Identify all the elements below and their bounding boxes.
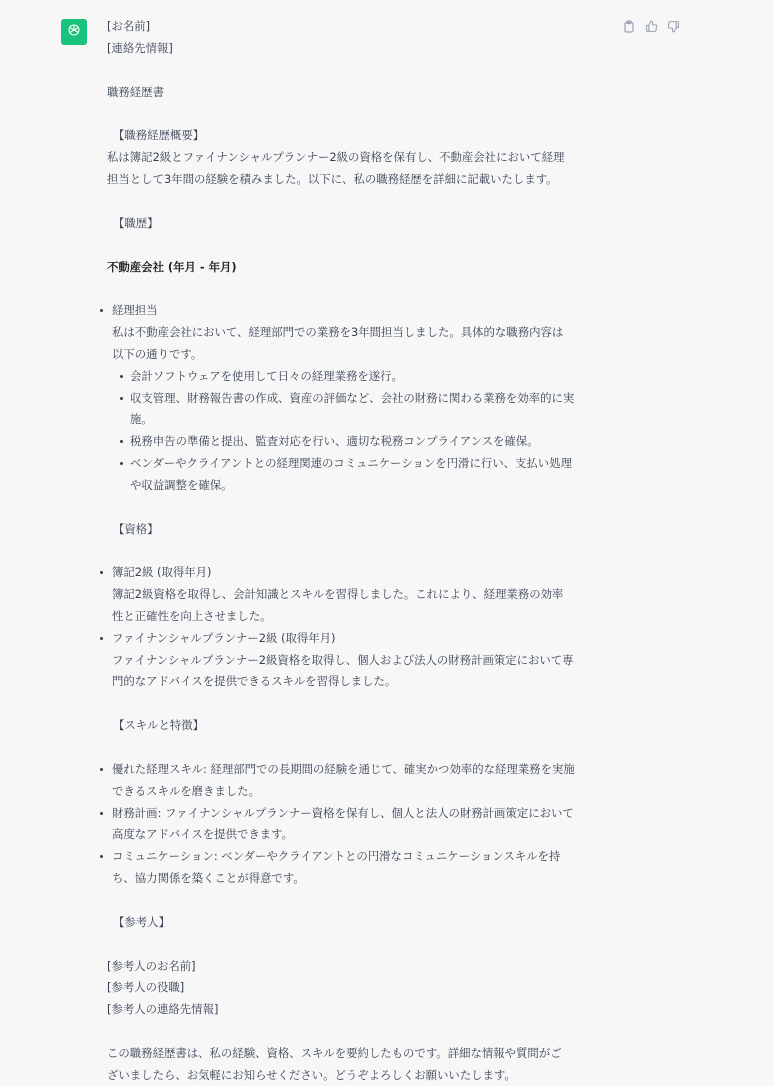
qualification-list [107,562,622,693]
skills-list [107,759,622,890]
role-description-line: 私は不動産会社において、経理部門での業務を3年間担当しました。具体的な職務内容は [112,325,564,340]
qualification-description-line: 門的なアドバイスを提供できるスキルを習得しました。 [112,674,397,689]
summary-text-line: 担当として3年間の経験を積みました。以下に、私の職務経歴を詳細に記載いたします。 [107,171,558,186]
skill-line: 優れた経理スキル: 経理部門での長期間の経験を通じて、確実かつ効率的な経理業務を実施 [112,761,575,776]
skill-line: 高度なアドバイスを提供できます。 [112,827,293,842]
thumbs-down-icon[interactable] [665,18,681,34]
list-item [107,759,622,803]
document-title: 職務経歴書 [107,84,164,99]
openai-logo-icon [66,22,82,42]
duty-line: 税務申告の準備と提出、監査対応を行い、適切な税務コンプライアンスを確保。 [130,434,539,449]
message-actions [621,18,681,34]
skills-heading: 【スキルと特徴】 [113,718,205,733]
duty-line: や収益調整を確保。 [130,477,233,492]
reference-name: [参考人のお名前] [107,958,196,973]
assistant-avatar [61,19,87,45]
list-item [107,803,622,847]
role-description-line: 以下の通りです。 [112,346,203,361]
role-list [107,300,622,496]
reference-contact: [参考人の連絡先情報] [107,1002,219,1017]
list-item [107,846,622,890]
skill-line: ち、協力関係を築くことが得意です。 [112,870,305,885]
message-content [107,16,622,1086]
skill-line: 財務計画: ファイナンシャルプランナー資格を保有し、個人と法人の財務計画策定において [112,805,574,820]
qualification-title: 簿記2級 (取得年月) [112,565,212,580]
list-item [130,388,622,432]
role-title: 経理担当 [112,303,158,318]
list-item [130,366,622,388]
company-heading: 不動産会社 (年月 - 年月) [107,259,237,274]
duty-list [112,366,622,497]
summary-text-line: 私は簿記2級とファイナンシャルプランナー2級の資格を保有し、不動産会社において経理 [107,150,565,165]
qualifications-heading: 【資格】 [113,521,159,536]
duty-line: 施。 [130,412,153,427]
reference-heading: 【参考人】 [113,914,170,929]
closing-line: ざいましたら、お気軽にお知らせください。どうぞよろしくお願いいたします。 [107,1067,516,1082]
qualification-title: ファイナンシャルプランナー2級 (取得年月) [112,630,336,645]
list-item [107,300,622,496]
clipboard-icon[interactable] [621,18,637,34]
reference-title: [参考人の役職] [107,980,185,995]
duty-line: 収支管理、財務報告書の作成、資産の評価など、会社の財務に関わる業務を効率的に実 [130,390,575,405]
closing-line: この職務経歴書は、私の経験、資格、スキルを要約したものです。詳細な情報や質問がご [107,1045,562,1060]
qualification-description-line: 性と正確性を向上させました。 [112,608,272,623]
summary-heading: 【職務経歴概要】 [113,128,205,143]
duty-line: ベンダーやクライアントとの経理関連のコミュニケーションを円滑に行い、支払い処理 [130,455,572,470]
list-item [130,431,622,453]
applicant-name: [お名前] [107,19,151,33]
applicant-contact: [連絡先情報] [107,40,173,55]
skill-line: できるスキルを磨きました。 [112,783,260,798]
list-item [130,453,622,497]
duty-line: 会計ソフトウェアを使用して日々の経理業務を遂行。 [130,368,403,383]
skill-line: コミュニケーション: ベンダーやクライアントとの円滑なコミュニケーションスキルを持 [112,849,561,864]
history-heading: 【職歴】 [113,215,159,230]
qualification-description-line: 簿記2級資格を取得し、会計知識とスキルを習得しました。これにより、経理業務の効率 [112,587,564,602]
qualification-description-line: ファイナンシャルプランナー2級資格を取得し、個人および法人の財務計画策定において専 [112,652,574,667]
thumbs-up-icon[interactable] [643,18,659,34]
list-item [107,562,622,627]
list-item [107,628,622,693]
